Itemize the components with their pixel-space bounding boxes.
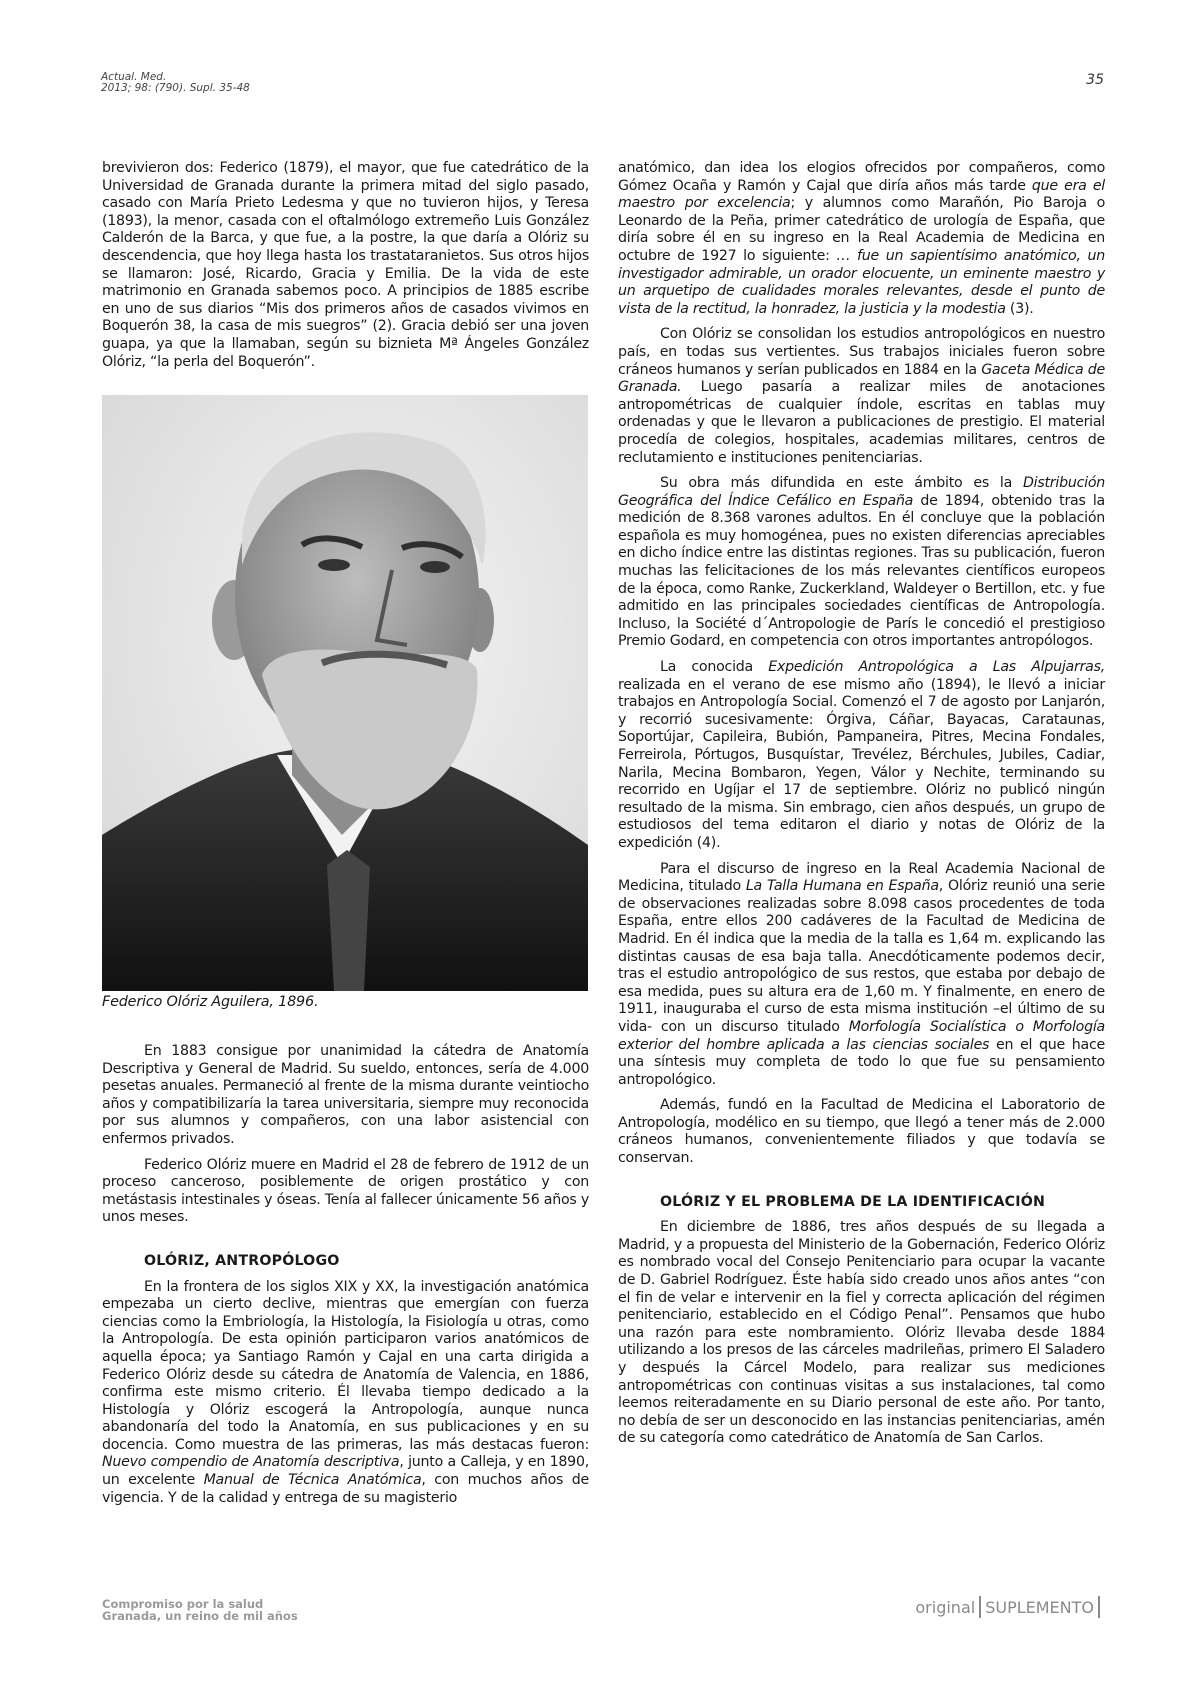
text-run: realizada en el verano de ese mismo año (1894), le llevó a iniciar trabajos en Antropología Social. Comenzó el 7 de agosto por Lanjarón, y recorrió sucesivamente: Órgiva, Cáñar, Bayacas, Carataunas, Soportújar, Capileira, Bubión, Pampaneira, Pitres, Mecina Fondales, Ferreirola, Pórtugos, Busquístar, Trevélez, Bérchules, Jubiles, Cadiar, Narila, Mecina Bombaron, Yegen, Válor y Nechite, terminando su recorrido en Ugíjar el 17 de septiembre. Olóriz no publicó ningún resultado de la misma. Sin embrago, cien años después, un grupo de estudiosos del tema editaron el diario y notas de Olóriz de la expedición (4). — [618, 676, 1105, 851]
text-run: , junto a Calleja, y en 1890, un excelente — [102, 1454, 589, 1489]
footer-original: original — [915, 1597, 976, 1617]
text-run: Luego pasaría a realizar miles de anotaciones antropométricas de cualquier índole, escritas en tablas muy ordenadas y que le llevaron a publicaciones de prestigio. El material procedía de colegios, hospitales, academias militares, centros de reclutamiento e instituciones penitenciarias. — [618, 379, 1105, 466]
right-column — [618, 160, 1105, 1456]
footer-suplemento: SUPLEMENTO — [985, 1597, 1094, 1617]
text-run: de 1894, obtenido tras la medición de 8.368 varones adultos. En él concluye que la población española es muy homogénea, pues no existen diferencias apreciables en dicho índice entre las distintas regiones. Tras su publicación, fueron muchas las felicitaciones de los más relevantes científicos europeos de la época, como Ranke, Zuckerkland, Waldeyer o Bertillon, etc. y fue admitido en las principales sociedades científicas de Antropología. Incluso, la Société d´Antropologie de París le concedió el prestigioso Premio Godard, en competencia con otros importantes antropólogos. — [618, 492, 1105, 650]
text-run: , con muchos años de vigencia. Y de la calidad y entrega de su magisterio — [102, 1472, 589, 1506]
footer-line-1: Compromiso por la salud — [102, 1597, 264, 1611]
text-run: Con Olóriz se consolidan los estudios antropológicos en nuestro país, en todas sus vertientes. Sus trabajos iniciales fueron sobre cráneos humanos y serían publicados en 1884 en la — [618, 326, 1105, 378]
paragraph-consolidan — [618, 326, 1105, 467]
publication-title: La Talla Humana en España — [745, 878, 939, 895]
text-run: ; y alumnos como Marañón, Pio Baroja o Leonardo de la Peña, primer catedrático de urología de España, que diría sobre él en su ingreso en la Real Academia de Medicina en octubre de 1927 lo siguiente: — [618, 195, 1105, 264]
footer-section-label — [915, 1596, 1104, 1618]
paragraph-laboratorio: Además, fundó en la Facultad de Medicina el Laboratorio de Antropología, modélico en su tiempo, que llegó a tener más de 2.000 cráneos humanos, convenientemente filiados y que todavía se conservan. — [618, 1097, 1105, 1167]
book-title: Nuevo compendio de Anatomía descriptiva — [102, 1454, 400, 1471]
paragraph-children: brevivieron dos: Federico (1879), el mayor, que fue catedrático de la Universidad de Granada durante la primera mitad del siglo pasado, casado con María Prieto Ledesma y que no tuvieron hijos, y Teresa (1893), la menor, casada con el oftalmólogo extremeño Luis González Calderón de la Barca, y que fue, a la postre, la que daría a Olóriz su descendencia, que hoy llega hasta los trastataranietos. Sus otros hijos se llamaron: José, Ricardo, Gracia y Emilia. De la vida de este matrimonio en Granada sabemos poco. A principios de 1885 escribe en uno de sus diarios “Mis dos primeros años de casados vivimos en Boquerón 38, la casa de mis suegros” (2). Gracia debió ser una joven guapa, ya que la llamaban, según su biznieta Mª Ángeles González Olóriz, “la perla del Boquerón”. — [102, 160, 589, 370]
journal-name: Actual. Med. — [101, 71, 167, 83]
footer-series — [102, 1598, 298, 1622]
text-run: Para el discurso de ingreso en la Real Academia Nacional de Medicina, titulado — [618, 860, 1105, 895]
footer-line-2: Granada, un reino de mil años — [102, 1609, 298, 1623]
paragraph-frontera — [102, 1279, 589, 1508]
left-column-bottom — [102, 1043, 589, 1515]
publication-title: Expedición Antropológica a Las Alpujarras, — [768, 659, 1105, 676]
section-heading-antropologo: OLÓRIZ, ANTROPÓLOGO — [144, 1252, 340, 1269]
divider — [1098, 1596, 1100, 1618]
journal-reference — [101, 72, 250, 94]
paragraph-consejo-penitenciario: En diciembre de 1886, tres años después de su llegada a Madrid, y a propuesta del Ministerio de la Gobernación, Federico Olóriz es nombrado vocal del Consejo Penitenciario para ocupar la vacante de D. Gabriel Rodríguez. Éste había sido creado unos años antes “con el fin de velar e intervenir en la fiel y correcta aplicación del régimen penitenciario, establecido en el Código Penal”. Pensamos que hubo una razón para este nombramiento. Olóriz llevaba desde 1884 utilizando a los presos de las cárceles madrileñas, primero El Saladero y después la Cárcel Modelo, para realizar sus mediciones antropométricas con continuas visitas a sus instalaciones, tal como leemos reiteradamente en su Diario personal de este año. Por tanto, no debía de ser un desconocido en las instancias penitenciarias, amén de su categoría como catedrático de Anatomía de San Carlos. — [618, 1219, 1105, 1447]
text-run: La conocida — [660, 659, 769, 676]
text-run: , Olóriz reunió una serie de observaciones realizadas sobre 8.098 casos procedentes de toda España, entre ellos 200 cadáveres de la Facultad de Medicina de Madrid. En él indica que la media de la talla es 1,64 m. explicando las distintas causas de esa baja talla. Anecdóticamente podemos decir, tras el estudio antropológico de sus restos, que estaba por debajo de esa medida, pues su altura era de 1,60 m. Y finalmente, en enero de 1911, inauguraba el curso de esta misma institución –el último de su vida- con un discurso titulado — [618, 878, 1105, 1035]
paragraph-alpujarras — [618, 659, 1105, 853]
text-run: (3). — [1005, 300, 1034, 317]
paragraph-muerte: Federico Olóriz muere en Madrid el 28 de febrero de 1912 de un proceso canceroso, posiblemente de origen prostático y con metástasis intestinales y óseas. Tenía al fallecer únicamente 56 años y unos meses. — [102, 1156, 589, 1226]
publication-title: Distribución Geográfica del Índice Cefálico en España — [618, 475, 1105, 509]
left-column-top — [102, 160, 589, 379]
quote: … fue un sapientísimo anatómico, un investigador admirable, un orador elocuente, un eminente maestro y un arquetipo de cualidades morales relevantes, desde el punto de vista de la rectitud, la honradez, la justicia y la modestia — [618, 247, 1105, 317]
page-number: 35 — [1086, 72, 1104, 88]
paragraph-indice-cefalico — [618, 475, 1105, 651]
text-run: Su obra más difundida en este ámbito es la — [660, 475, 1023, 492]
portrait-photo — [102, 395, 588, 991]
paragraph-talla-humana — [618, 861, 1105, 1090]
journal-citation: 2013; 98: (790). Supl. 35-48 — [101, 82, 250, 94]
book-title: Manual de Técnica Anatómica — [203, 1472, 422, 1489]
text-run: en el que hace una síntesis muy completa de todo lo que fue su pensamiento antropológico. — [618, 1036, 1105, 1088]
divider — [979, 1596, 981, 1618]
paragraph-elogios — [618, 160, 1105, 318]
photo-caption: Federico Olóriz Aguilera, 1896. — [102, 994, 319, 1010]
quote: que era el maestro por excelencia — [618, 177, 1105, 212]
publication-title: Morfología Socialística o Morfología exterior del hombre aplicada a las ciencias sociales — [618, 1018, 1105, 1053]
publication-title: Gaceta Médica de Granada. — [618, 361, 1106, 396]
section-heading-identificacion: OLÓRIZ Y EL PROBLEMA DE LA IDENTIFICACIÓN — [660, 1193, 1046, 1210]
portrait-icon — [102, 395, 588, 991]
paragraph-catedra: En 1883 consigue por unanimidad la cátedra de Anatomía Descriptiva y General de Madrid. Su sueldo, entonces, sería de 4.000 pesetas anuales. Permaneció al frente de la misma durante veintiocho años y compatibilizaría la tarea universitaria, siempre muy reconocida por sus alumnos y compañeros, con una labor asistencial con enfermos privados. — [102, 1043, 589, 1147]
text-run: anatómico, dan idea los elogios ofrecidos por compañeros, como Gómez Ocaña y Ramón y Cajal que diría años más tarde — [618, 160, 1105, 194]
text-run: En la frontera de los siglos XIX y XX, la investigación anatómica empezaba un cierto declive, mientras que emergían con fuerza ciencias como la Embriología, la Histología, la Fisiología u otras, como la Antropología. De esta opinión participaron varios anatómicos de aquella época; ya Santiago Ramón y Cajal en una carta dirigida a Federico Olóriz desde su cátedra de Anatomía de Valencia, en 1886, confirma este mismo criterio. Él llevaba tiempo dedicado a la Histología y Olóriz escogerá la Antropología, aunque nunca abandonaría del todo la Anatomía, en sus publicaciones y en su docencia. Como muestra de las primeras, las más destacas fueron: — [102, 1278, 589, 1453]
